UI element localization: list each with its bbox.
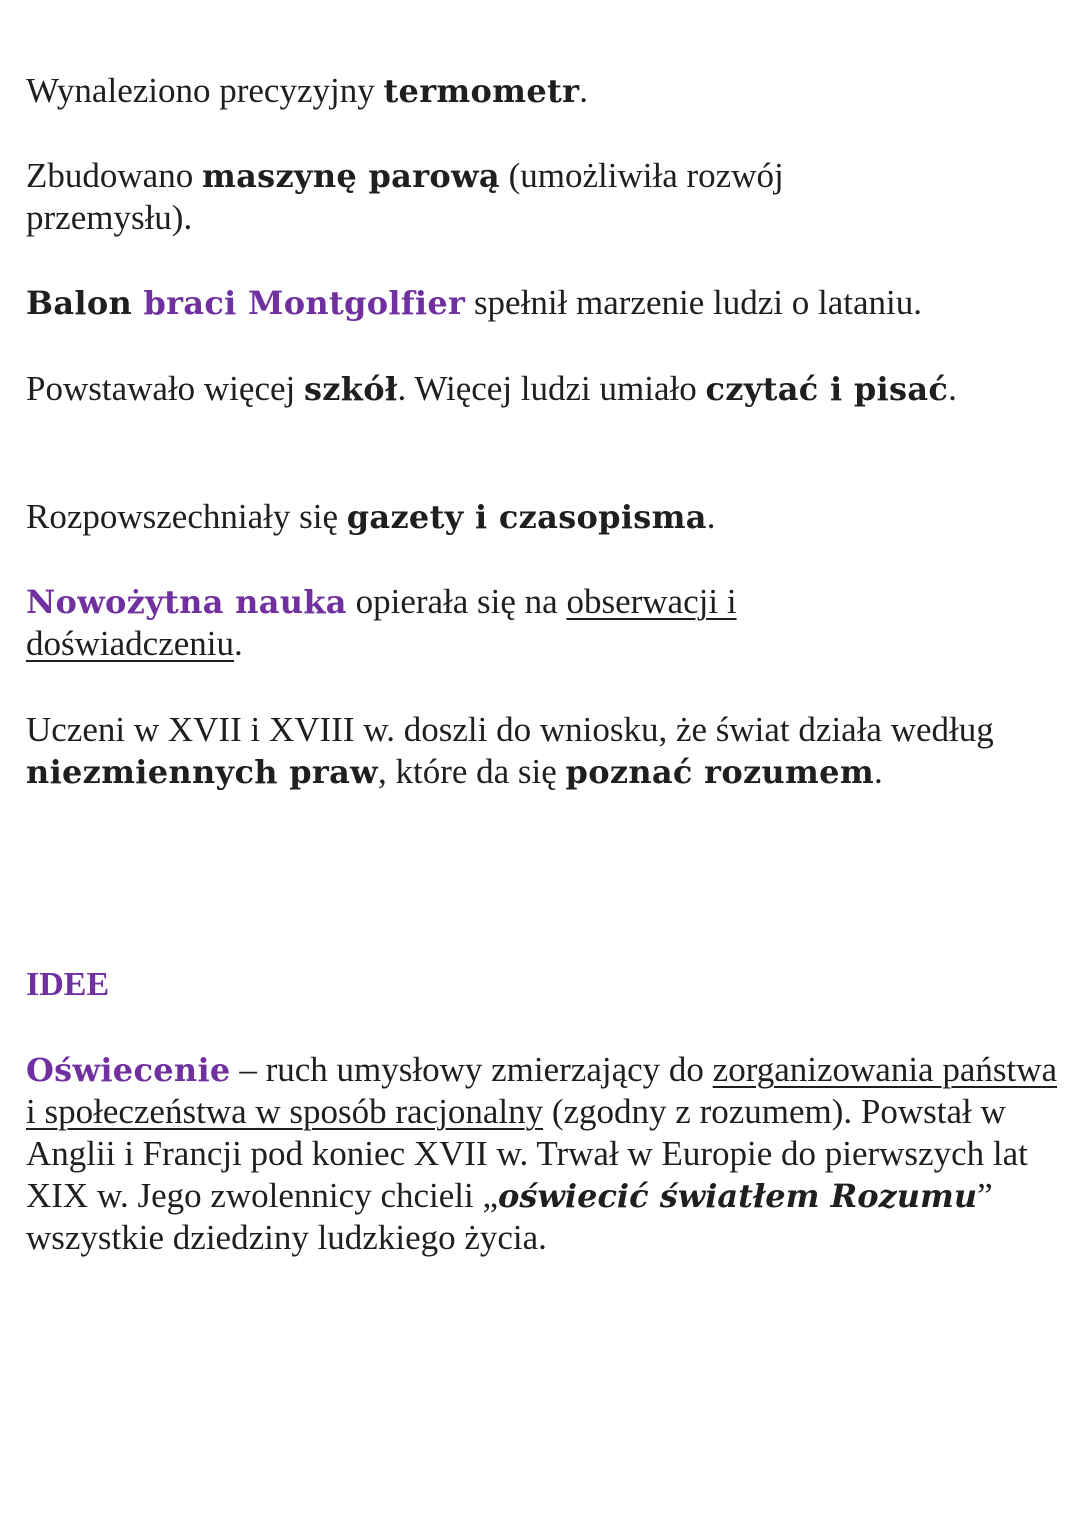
text-span: . xyxy=(233,624,243,663)
text-span: – ruch umysłowy zmierzający do xyxy=(230,1050,713,1089)
paragraph-oswiecenie xyxy=(26,1049,1060,1259)
paragraph-gazety xyxy=(26,496,1060,538)
text-span: , które da się xyxy=(377,752,566,791)
text-span: . xyxy=(579,71,588,110)
text-span: Zbudowano xyxy=(26,156,202,195)
text-span: . xyxy=(873,752,883,791)
purple-bold-term: Oświecenie xyxy=(26,1051,231,1089)
paragraph-termometr xyxy=(26,70,1060,112)
text-span: (zgodny z rozumem). Powstał w Anglii i Francji pod koniec XVII w. Trwał w Europie do pierwszych lat XIX w. Jego zwolennicy chcieli „ xyxy=(26,1092,1028,1215)
text-span: Wynaleziono precyzyjny xyxy=(26,71,384,110)
paragraph-szkoly xyxy=(26,368,1016,410)
bold-term: czytać i pisać xyxy=(705,370,949,408)
text-span: opierała się na xyxy=(346,582,567,621)
underlined-phrase: obserwacji i doświadczeniu xyxy=(26,582,737,663)
text-span: Rozpowszechniały się xyxy=(26,497,347,536)
bold-italic-quote: oświecić światłem Rozumu xyxy=(498,1177,978,1215)
paragraph-balon xyxy=(26,282,1060,324)
text-span: Powstawało więcej xyxy=(26,369,304,408)
text-span: . Więcej ludzi umiało xyxy=(397,369,706,408)
text-span: spełnił marzenie ludzi o lataniu. xyxy=(465,283,922,322)
text-span: Uczeni w XVII i XVIII w. doszli do wniosku, że świat działa według xyxy=(26,710,994,749)
section-heading-idee: IDEE xyxy=(26,966,110,1003)
bold-term: poznać rozumem xyxy=(565,753,874,791)
bold-term: termometr xyxy=(383,72,580,110)
bold-term: szkół xyxy=(303,370,398,408)
text-span: . xyxy=(706,497,716,536)
bold-term: gazety i czasopisma xyxy=(346,498,707,536)
paragraph-nowozytna-nauka xyxy=(26,581,906,665)
bold-term: Balon xyxy=(26,284,144,322)
bold-term: maszynę parową xyxy=(201,157,500,195)
purple-bold-term: Nowożytna nauka xyxy=(26,583,347,621)
paragraph-maszyna-parowa xyxy=(26,155,926,239)
bold-term: niezmiennych praw xyxy=(26,753,378,791)
paragraph-uczeni xyxy=(26,709,1060,793)
purple-bold-term: braci Montgolfier xyxy=(143,284,466,322)
text-span: (umożliwiła rozwój przemysłu). xyxy=(26,156,784,237)
text-span: ” wszystkie dziedziny ludzkiego życia. xyxy=(26,1176,993,1257)
text-span: . xyxy=(948,369,957,408)
underlined-phrase: zorganizowania państwa i społeczeństwa w sposób racjonalny xyxy=(26,1050,1058,1131)
